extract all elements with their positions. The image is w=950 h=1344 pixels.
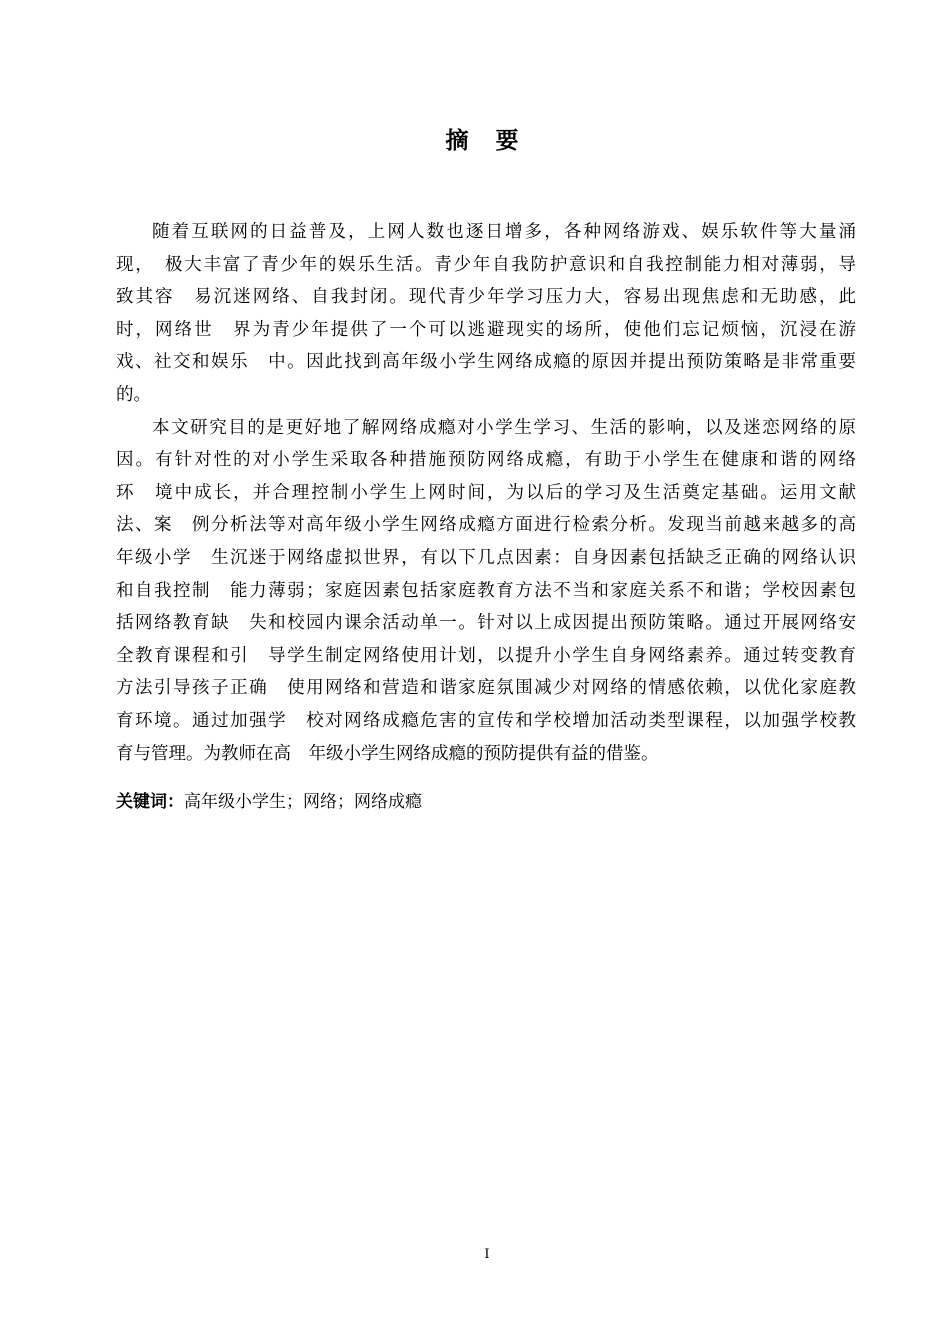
abstract-title: 摘 要	[445, 128, 521, 154]
page-number: I	[484, 1247, 490, 1262]
text-line: 因。有针对性的对小学生采取各种措施预防网络成瘾，有助于小学生在健康和谐的网络	[116, 450, 856, 471]
paragraph-2	[116, 412, 856, 771]
text-line: 法、案 例分析法等对高年级小学生网络成瘾方面进行检索分析。发现当前越来越多的高	[116, 515, 856, 536]
text-line: 育与管理。为教师在高 年级小学生网络成瘾的预防提供有益的借鉴。	[116, 743, 659, 764]
text-line: 时，网络世 界为青少年提供了一个可以逃避现实的场所，使他们忘记烦恼，沉浸在游	[116, 319, 856, 340]
keywords-label: 关键词：	[116, 792, 184, 812]
text-line: 现， 极大丰富了青少年的娱乐生活。青少年自我防护意识和自我控制能力相对薄弱，导	[116, 254, 856, 275]
text-line: 致其容 易沉迷网络、自我封闭。现代青少年学习压力大，容易出现焦虑和无助感，此	[116, 287, 856, 308]
keywords	[116, 788, 422, 816]
text-line: 全教育课程和引 导学生制定网络使用计划，以提升小学生自身网络素养。通过转变教育	[116, 645, 856, 666]
text-line: 随着互联网的日益普及，上网人数也逐日增多，各种网络游戏、娱乐软件等大量涌	[152, 222, 856, 242]
paragraph-1	[116, 216, 856, 412]
text-line: 的。	[116, 384, 151, 405]
abstract-body	[116, 216, 856, 770]
text-line: 环 境中成长，并合理控制小学生上网时间，为以后的学习及生活奠定基础。运用文献	[116, 482, 856, 503]
text-line: 括网络教育缺 失和校园内课余活动单一。针对以上成因提出预防策略。通过开展网络安	[116, 613, 856, 634]
text-line: 育环境。通过加强学 校对网络成瘾危害的宣传和学校增加活动类型课程，以加强学校教	[116, 710, 856, 731]
text-line: 戏、社交和娱乐 中。因此找到高年级小学生网络成瘾的原因并提出预防策略是非常重要	[116, 352, 856, 373]
text-line: 年级小学 生沉迷于网络虚拟世界，有以下几点因素：自身因素包括缺乏正确的网络认识	[116, 547, 856, 568]
text-line: 方法引导孩子正确 使用网络和营造和谐家庭氛围减少对网络的情感依赖，以优化家庭教	[116, 678, 856, 699]
text-line: 本文研究目的是更好地了解网络成瘾对小学生学习、生活的影响，以及迷恋网络的原	[152, 417, 856, 438]
keywords-value: 高年级小学生；网络；网络成瘾	[184, 792, 422, 812]
text-line: 和自我控制 能力薄弱；家庭因素包括家庭教育方法不当和家庭关系不和谐；学校因素包	[116, 580, 856, 601]
